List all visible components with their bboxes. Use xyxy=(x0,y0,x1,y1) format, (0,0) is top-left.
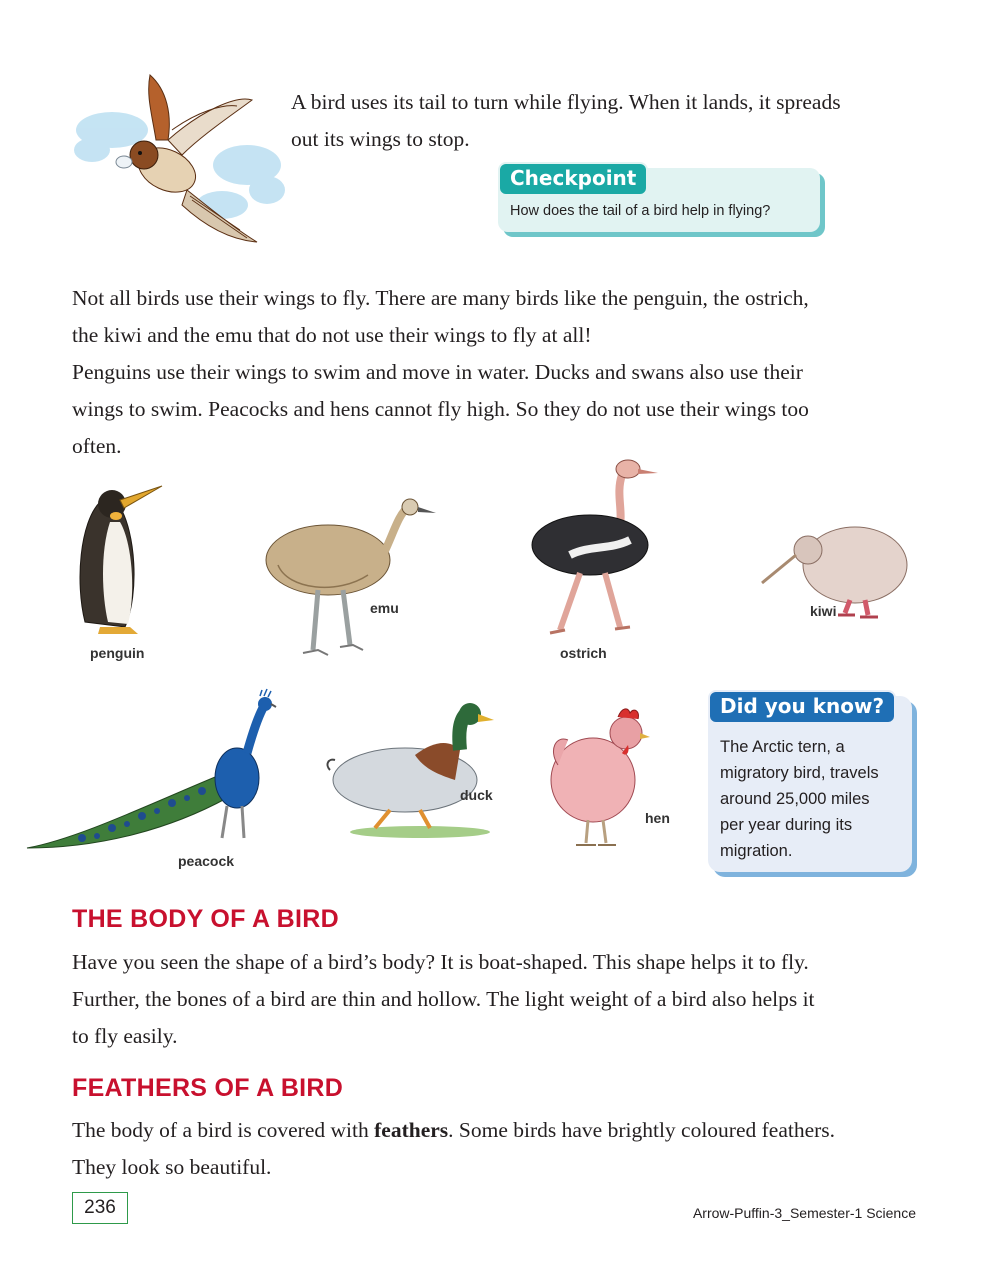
checkpoint-box xyxy=(498,168,820,232)
checkpoint-title: Checkpoint xyxy=(498,162,648,196)
did-you-know-box xyxy=(708,696,912,872)
body-line-2: Further, the bones of a bird are thin and hollow. The light weight of a bird also helps it xyxy=(72,987,815,1011)
feathers-line-1-pre: The body of a bird is covered with xyxy=(72,1118,375,1142)
heading-body-of-bird: THE BODY OF A BIRD xyxy=(72,905,339,933)
para1-line-4: wings to swim. Peacocks and hens cannot fly high. So they do not use their wings too xyxy=(72,397,809,421)
paragraph-flightless xyxy=(72,280,932,465)
para1-line-2: the kiwi and the emu that do not use their wings to fly at all! xyxy=(72,323,592,347)
body-line-1: Have you seen the shape of a bird’s body? It is boat-shaped. This shape helps it to fly. xyxy=(72,950,809,974)
label-kiwi: kiwi xyxy=(810,603,837,619)
heading-feathers: FEATHERS OF A BIRD xyxy=(72,1074,344,1102)
did-you-know-text xyxy=(720,734,879,864)
body-line-3: to fly easily. xyxy=(72,1024,178,1048)
peacock-illustration xyxy=(22,688,277,853)
duck-illustration xyxy=(320,700,495,840)
intro-line-1: A bird uses its tail to turn while flying. When it lands, it spreads xyxy=(291,90,841,114)
hen-illustration xyxy=(548,705,658,850)
label-hen: hen xyxy=(645,810,670,826)
emu-illustration xyxy=(258,495,443,660)
feathers-line-1 xyxy=(72,1112,932,1149)
dyk-line-4: per year during its xyxy=(720,816,853,834)
dyk-line-1: The Arctic tern, a xyxy=(720,738,845,756)
dyk-line-3: around 25,000 miles xyxy=(720,790,870,808)
label-penguin: penguin xyxy=(90,645,145,661)
feathers-line-2: They look so beautiful. xyxy=(72,1155,272,1179)
para1-line-3: Penguins use their wings to swim and move in water. Ducks and swans also use their xyxy=(72,360,803,384)
intro-text xyxy=(291,84,931,158)
checkpoint-question: How does the tail of a bird help in flying? xyxy=(510,203,771,219)
book-title: Arrow-Puffin-3_Semester-1 Science xyxy=(692,1205,916,1221)
para1-line-1: Not all birds use their wings to fly. There are many birds like the penguin, the ostrich, xyxy=(72,286,809,310)
label-emu: emu xyxy=(370,600,399,616)
intro-line-2: out its wings to stop. xyxy=(291,127,470,151)
page-number: 236 xyxy=(72,1192,128,1224)
penguin-illustration xyxy=(70,482,170,642)
label-peacock: peacock xyxy=(178,853,235,869)
label-duck: duck xyxy=(460,787,493,803)
label-ostrich: ostrich xyxy=(560,645,607,661)
paragraph-feathers xyxy=(72,1112,932,1186)
para1-line-5: often. xyxy=(72,434,122,458)
feathers-keyword: feathers xyxy=(374,1118,449,1142)
ostrich-illustration xyxy=(530,455,665,637)
dyk-line-5: migration. xyxy=(720,842,793,860)
did-you-know-title: Did you know? xyxy=(708,690,896,724)
sparrow-illustration xyxy=(72,70,287,250)
feathers-line-1-post: . Some birds have brightly coloured feathers. xyxy=(448,1118,836,1142)
dyk-line-2: migratory bird, travels xyxy=(720,764,879,782)
paragraph-body xyxy=(72,944,932,1055)
